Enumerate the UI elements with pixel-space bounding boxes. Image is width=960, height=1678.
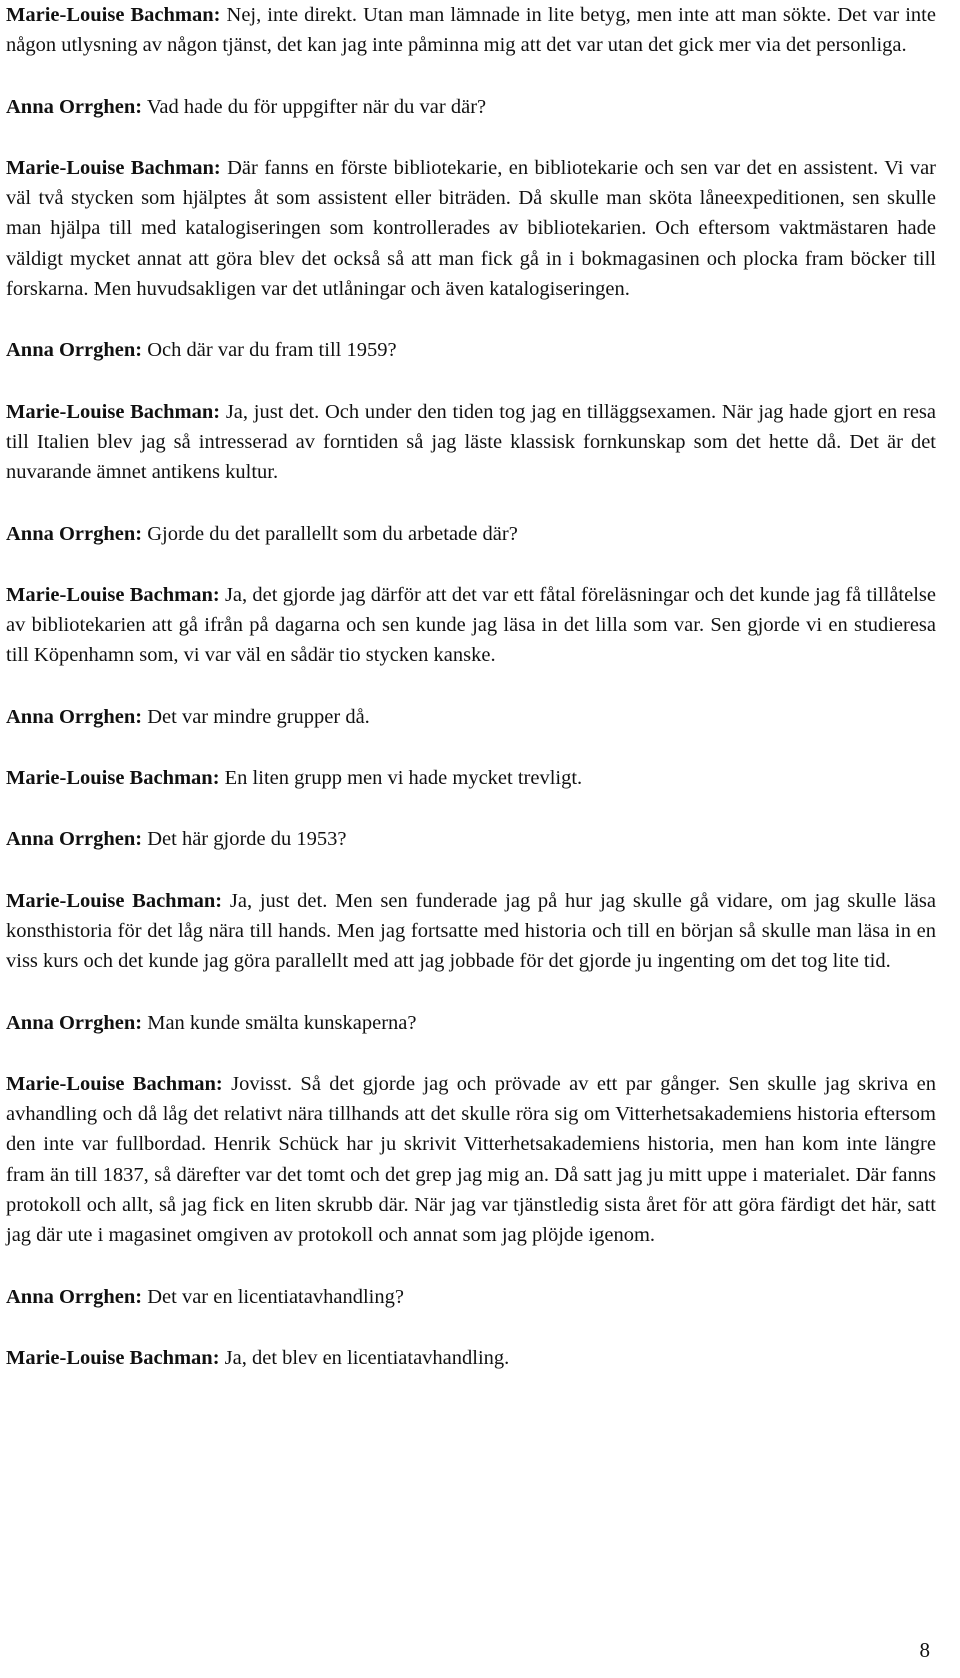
utterance-text: Där fanns en förste bibliotekarie, en bibliotekarie och sen var det en assistent. Vi var väl två stycken som hjälptes åt som assistent eller biträden. Då skulle man sköta låneexpeditionen, sen skulle man hjälpa till med katalogiseringen som kontrollerades av bibliotekarien. Och eftersom vaktmästaren hade väldigt mycket annat att göra blev det också så att man fick gå in i bokmagasinen och plocka fram böcker till forskarna. Men huvudsakligen var det utlåningar och även katalogiseringen.: [6, 156, 936, 301]
transcript-turn: [6, 153, 936, 304]
utterance-text: Vad hade du för uppgifter när du var där?: [146, 95, 487, 118]
speaker-name: Anna Orrghen:: [6, 95, 143, 118]
utterance-text: Gjorde du det parallellt som du arbetade där?: [147, 522, 518, 545]
utterance-text: Jovisst. Så det gjorde jag och prövade av ett par gånger. Sen skulle jag skriva en avhandling och då låg det relativt nära tillhands att det skulle röra sig om Vitterhetsakademiens historia eftersom den inte var fullbordad. Henrik Schück har ju skrivit Vitterhetsakademiens historia, men han kom inte längre fram än till 1837, så därefter var det tomt och det grep jag mig an. Då satt jag ju mitt uppe i materialet. Där fanns protokoll och allt, så jag fick en liten skrubb där. När jag var tjänstledig sista året för att göra färdigt det här, satt jag där ute i magasinet omgiven av protokoll och annat som jag plöjde igenom.: [6, 1072, 936, 1247]
utterance-text: Ja, just det. Men sen funderade jag på hur jag skulle gå vidare, om jag skulle läsa konsthistoria för det låg nära till hands. Men jag fortsatte med historia och till en början så skulle man läsa in en viss kurs och det kunde jag göra parallellt med att jag jobbade för det gjorde ju ingenting om det tog lite tid.: [6, 889, 937, 973]
speaker-name: Marie-Louise Bachman:: [6, 1346, 220, 1369]
utterance-text: Ja, det gjorde jag därför att det var ett fåtal föreläsningar och det kunde jag få tillåtelse av bibliotekarien att gå ifrån på dagarna och sen kunde jag läsa in det lilla som var. Sen gjorde vi en studieresa till Köpenhamn som, vi var väl en sådär tio stycken kanske.: [6, 583, 936, 667]
utterance-text: Man kunde smälta kunskaperna?: [147, 1011, 417, 1034]
transcript-turn: [6, 92, 936, 122]
utterance-text: Nej, inte direkt. Utan man lämnade in lite betyg, men inte att man sökte. Det var inte någon utlysning av någon tjänst, det kan jag inte påminna mig att det var utan det gick mer via det personliga.: [6, 4, 936, 57]
transcript-turn: [6, 886, 936, 977]
transcript-turn: [6, 1069, 936, 1251]
speaker-name: Anna Orrghen:: [6, 705, 143, 728]
interview-transcript: [6, 0, 936, 1373]
speaker-name: Marie-Louise Bachman:: [6, 767, 220, 790]
speaker-name: Anna Orrghen:: [6, 1285, 143, 1308]
speaker-name: Marie-Louise Bachman:: [6, 1072, 223, 1095]
utterance-text: En liten grupp men vi hade mycket trevligt.: [224, 767, 583, 790]
speaker-name: Anna Orrghen:: [6, 339, 143, 362]
transcript-turn: [6, 0, 936, 61]
utterance-text: Det var en licentiatavhandling?: [147, 1285, 404, 1308]
utterance-text: Ja, det blev en licentiatavhandling.: [224, 1346, 510, 1369]
speaker-name: Marie-Louise Bachman:: [6, 156, 221, 179]
transcript-turn: [6, 519, 936, 549]
transcript-turn: [6, 580, 936, 671]
utterance-text: Och där var du fram till 1959?: [147, 339, 397, 362]
transcript-turn: [6, 397, 936, 488]
speaker-name: Anna Orrghen:: [6, 522, 143, 545]
speaker-name: Anna Orrghen:: [6, 828, 143, 851]
transcript-turn: [6, 702, 936, 732]
page-number: 8: [919, 1638, 930, 1662]
speaker-name: Marie-Louise Bachman:: [6, 400, 221, 423]
transcript-turn: [6, 335, 936, 365]
utterance-text: Det här gjorde du 1953?: [147, 828, 347, 851]
transcript-turn: [6, 1282, 936, 1312]
transcript-turn: [6, 763, 936, 793]
speaker-name: Marie-Louise Bachman:: [6, 583, 220, 606]
utterance-text: Ja, just det. Och under den tiden tog jag en tilläggsexamen. När jag hade gjort en resa till Italien blev jag så intresserad av forntiden så jag läste klassisk fornkunskap som det hette då. Det är det nuvarande ämnet antikens kultur.: [6, 400, 936, 484]
speaker-name: Anna Orrghen:: [6, 1011, 143, 1034]
speaker-name: Marie-Louise Bachman:: [6, 4, 221, 26]
transcript-turn: [6, 1008, 936, 1038]
transcript-turn: [6, 824, 936, 854]
transcript-turn: [6, 1343, 936, 1373]
utterance-text: Det var mindre grupper då.: [147, 705, 370, 728]
speaker-name: Marie-Louise Bachman:: [6, 889, 223, 912]
